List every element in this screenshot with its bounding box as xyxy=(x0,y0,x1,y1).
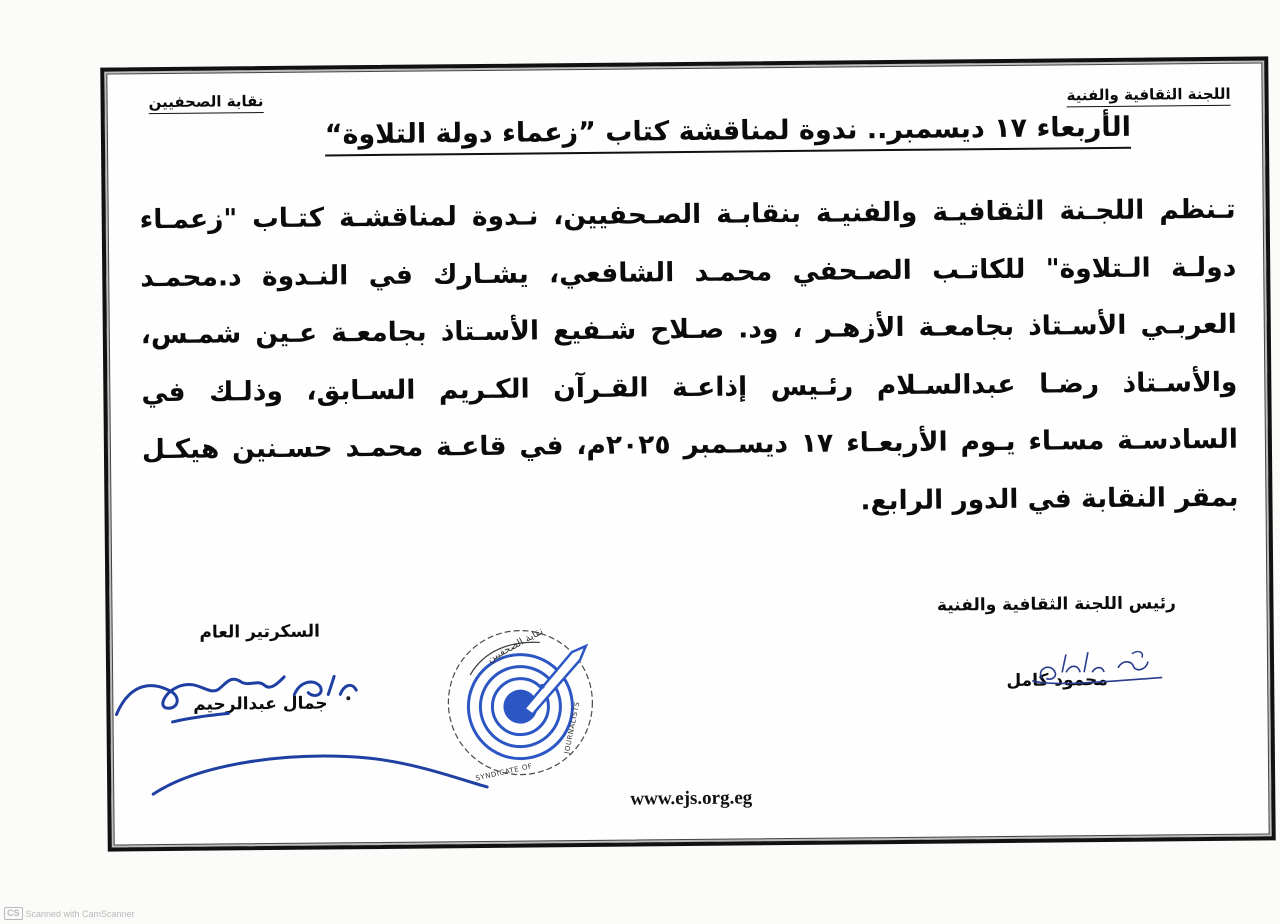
document-frame xyxy=(100,56,1275,851)
scanner-watermark-text: Scanned with CamScanner xyxy=(25,908,135,919)
body-line: تـنظم اللجـنة الثقافيـة والفنيـة بنقابـة الصـحفيين، نـدوة لمناقشـة كتـاب "زعمـاء xyxy=(139,193,1236,236)
seal-arabic-text: نقابة الصحفيين xyxy=(485,625,546,666)
signatory-role: السكرتير العام xyxy=(199,621,321,643)
syndicate-seal-icon xyxy=(440,622,602,784)
body-line: العربـي الأسـتاذ بجامعـة الأزهـر ، ود. صـلاح شـفيع الأسـتاذ بجامعـة عـين شمـس، xyxy=(140,308,1237,351)
signatory-name: محمود كامل xyxy=(1006,669,1109,691)
website-link[interactable]: www.ejs.org.eg xyxy=(630,787,753,810)
body-line: السادسـة مسـاء يـوم الأربعـاء ١٧ ديسـمبر ٢٠٢٥م، في قاعـة محمـد حسـنين هيكـل xyxy=(141,423,1239,466)
handwritten-signature-chair xyxy=(1022,641,1172,692)
svg-text:SYNDICATE OF: SYNDICATE OF xyxy=(474,762,534,783)
body-line: دولـة الـتلاوة" للكاتـب الصـحفي محمـد الشافعي، يشـارك في النـدوة د.محمـد xyxy=(140,251,1237,293)
body-line: بمقر النقابة في الدور الرابع. xyxy=(860,481,1239,516)
announcement-body xyxy=(139,181,1238,537)
body-line: والأسـتاذ رضـا عبدالسـلام رئـيس إذاعـة القـرآن الكـريم السـابق، وذلـك في xyxy=(141,366,1238,408)
signatory-role: رئيس اللجنة الثقافية والفنية xyxy=(936,593,1177,616)
camscanner-logo-icon: CS xyxy=(4,907,23,920)
headline: الأربعاء ١٧ ديسمبر.. ندوة لمناقشة كتاب ”زعماء دولة التلاوة“ xyxy=(325,112,1131,157)
syndicate-header: نقابة الصحفيين xyxy=(149,92,264,114)
signatory-name: جمال عبدالرحيم xyxy=(193,693,328,715)
svg-text:JOURNALISTS: JOURNALISTS xyxy=(562,700,582,755)
scanner-watermark xyxy=(4,907,135,920)
committee-header: اللجنة الثقافية والفنية xyxy=(1067,85,1231,108)
